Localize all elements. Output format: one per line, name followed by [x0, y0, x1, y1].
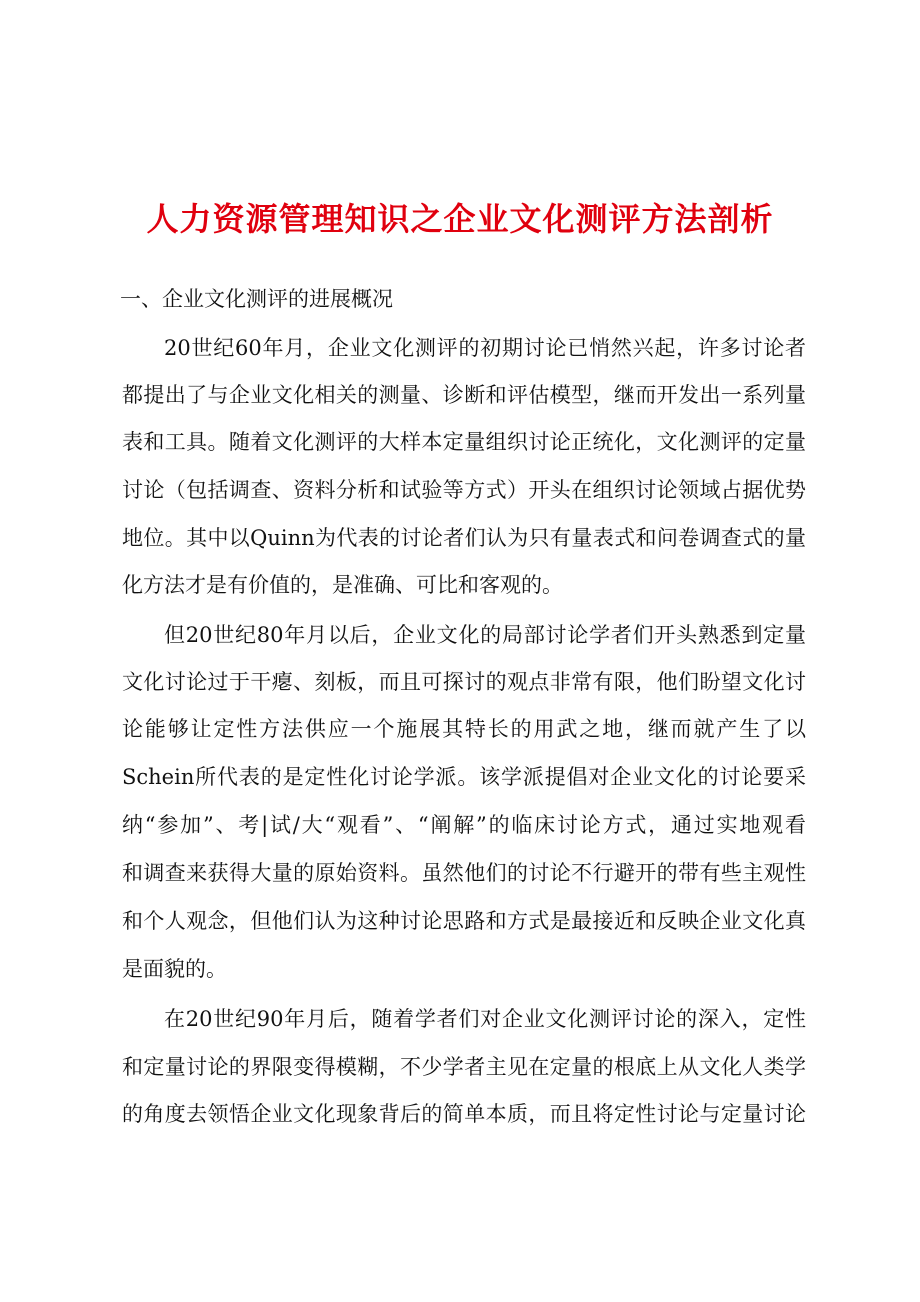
- section-heading: 一、企业文化测评的进展概况: [120, 287, 393, 311]
- paragraph-line: 化方法才是有价值的，是准确、可比和客观的。: [122, 573, 563, 597]
- paragraph-line: 和个人观念，但他们认为这种讨论思路和方式是最接近和反映企业文化真: [122, 909, 806, 933]
- paragraph-line: 文化讨论过于干瘪、刻板，而且可探讨的观点非常有限，他们盼望文化讨: [122, 670, 806, 694]
- paragraph-line: 和调查来获得大量的原始资料。虽然他们的讨论不行避开的带有些主观性: [122, 861, 806, 885]
- paragraph-line: 讨论（包括调查、资料分析和试验等方式）开头在组织讨论领域占据优势: [122, 478, 806, 502]
- paragraph-line: 表和工具。随着文化测评的大样本定量组织讨论正统化，文化测评的定量: [122, 430, 806, 454]
- paragraph-line: 论能够让定性方法供应一个施展其特长的用武之地，继而就产生了以: [122, 717, 806, 741]
- paragraph-line: 是面貌的。: [122, 957, 227, 981]
- paragraph-line: 都提出了与企业文化相关的测量、诊断和评估模型，继而开发出一系列量: [122, 383, 806, 407]
- paragraph-line: 20世纪60年月，企业文化测评的初期讨论已悄然兴起，许多讨论者: [164, 336, 806, 360]
- paragraph-line: Schein所代表的是定性化讨论学派。该学派提倡对企业文化的讨论要采: [122, 765, 806, 789]
- paragraph-line: 在20世纪90年月后，随着学者们对企业文化测评讨论的深入，定性: [164, 1007, 806, 1031]
- paragraph-line: 但20世纪80年月以后，企业文化的局部讨论学者们开头熟悉到定量: [164, 623, 806, 647]
- document-title: 人力资源管理知识之企业文化测评方法剖析: [146, 200, 774, 238]
- paragraph-line: 地位。其中以Quinn为代表的讨论者们认为只有量表式和问卷调查式的量: [122, 526, 806, 550]
- paragraph-line: 纳“参加”、考|试/大“观看”、“阐解”的临床讨论方式，通过实地观看: [122, 813, 806, 837]
- paragraph-line: 的角度去领悟企业文化现象背后的简单本质，而且将定性讨论与定量讨论: [122, 1102, 806, 1126]
- paragraph-line: 和定量讨论的界限变得模糊，不少学者主见在定量的根底上从文化人类学: [122, 1055, 806, 1079]
